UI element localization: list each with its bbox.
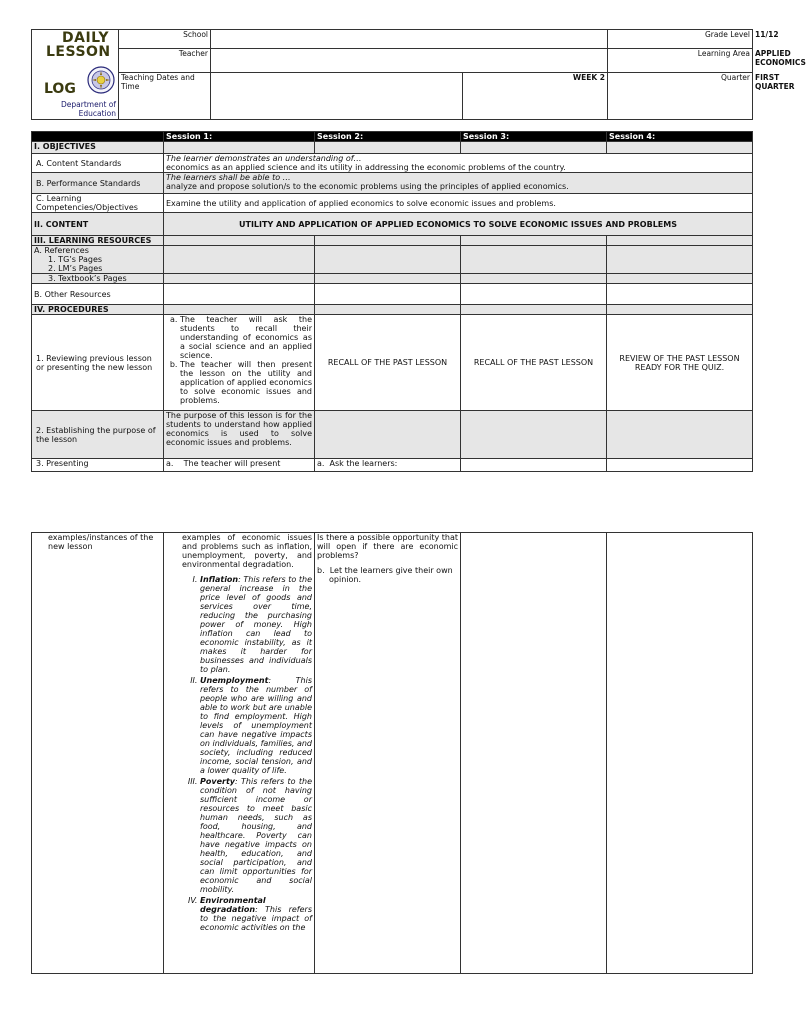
performance-standards-body: analyze and propose solution/s to the economic problems using the principles of applied economics. [166, 182, 569, 191]
presenting-label: 3. Presenting [32, 459, 164, 472]
purpose-label: 2. Establishing the purpose of the lesson [32, 411, 164, 459]
reviewing-label: 1. Reviewing previous lesson or presenting the new lesson [32, 315, 164, 411]
presenting-session-2-continued [315, 533, 461, 974]
teacher-field[interactable] [211, 49, 608, 73]
teacher-label: Teacher [119, 49, 211, 73]
content-standards-body: economics as an applied science and its utility in addressing the economic problems of the country. [166, 163, 566, 172]
economic-issues-intro: examples of economic issues and problems such as inflation, unemployment, poverty, and environmental degradation. [182, 533, 312, 569]
grade-level-label: Grade Level [608, 30, 753, 49]
dll-logo-block [32, 30, 119, 120]
reviewing-step-a: a. The teacher will ask the students to recall their understanding of economics as a social science and an applied science. [180, 315, 312, 360]
performance-standards-text [164, 173, 753, 194]
tg-pages-label: 1. TG’s Pages [48, 255, 103, 264]
school-field[interactable] [211, 30, 608, 49]
reviewing-session-4: REVIEW OF THE PAST LESSON READY FOR THE QUIZ. [607, 315, 753, 411]
title-daily: DAILY [62, 30, 110, 46]
reviewing-session-1 [164, 315, 315, 411]
issue-unemployment [200, 676, 312, 775]
deped-seal-icon [87, 66, 115, 94]
textbook-pages-label: 3. Textbook’s Pages [32, 274, 164, 284]
title-log: LOG [44, 81, 76, 97]
competencies-label: C. Learning Competencies/Objectives [32, 194, 164, 213]
opportunity-question: Is there a possible opportunity that will open if there are economic problems? [317, 533, 458, 560]
presenting-session-2-text: Ask the learners: [329, 459, 398, 468]
presenting-session-1-text: The teacher will present [183, 459, 281, 468]
content-standards-label: A. Content Standards [32, 154, 164, 173]
references-label: A. References [34, 246, 89, 255]
week-value: WEEK 2 [463, 73, 608, 120]
department-label: Department of Education [61, 100, 116, 118]
reviewing-session-2: RECALL OF THE PAST LESSON [315, 315, 461, 411]
presenting-session-1-continued [164, 533, 315, 974]
session-2-header: Session 2: [315, 132, 461, 142]
issue-inflation-term: Inflation [200, 575, 239, 584]
issue-environmental-degradation [200, 896, 312, 932]
learners-opinion-text: Let the learners give their own opinion. [329, 566, 453, 584]
performance-standards-intro: The learners shall be able to … [166, 173, 291, 182]
school-label: School [119, 30, 211, 49]
content-heading: II. CONTENT [32, 213, 164, 236]
presenting-label-continued: examples/instances of the new lesson [32, 533, 164, 974]
issue-inflation [200, 575, 312, 674]
learning-area-label: Learning Area [608, 49, 753, 73]
issue-environmental-term: Environmental degradation [200, 896, 266, 914]
content-standards-text [164, 154, 753, 173]
issue-poverty-text: : This refers to the condition of not having sufficient income or resources to meet basic human needs, such as food, housing, and healthcare. Poverty can have negative impacts on health, education, and social participation, and can limit opportunities for economic and social mobility. [200, 777, 312, 894]
lesson-log-table [31, 131, 753, 472]
issue-poverty-term: Poverty [200, 777, 235, 786]
economic-issues-list [182, 575, 312, 932]
presenting-session-1: a. The teacher will present [164, 459, 315, 472]
procedures-heading: IV. PROCEDURES [32, 305, 164, 315]
presenting-session-2: a. Ask the learners: [315, 459, 461, 472]
session-1-header: Session 1: [164, 132, 315, 142]
header-table: DAILY LESSON LOG Department of Education School Grade Level 11/12 Teacher Learning Area APPLIED ECONOMICS Teaching Dates and Time WEEK 2 Quarter FIRST QUARTER [31, 29, 753, 120]
content-standards-intro: The learner demonstrates an understanding of… [166, 154, 362, 163]
teaching-dates-label: Teaching Dates and Time [119, 73, 211, 120]
issue-environmental-text: : This refers to the negative impact of economic activities on the [200, 905, 312, 932]
issue-unemployment-text: : This refers to the number of people who are willing and able to work but are unable to find employment. High levels of unemployment can have negative impacts on individuals, families, and society, including reduced income, social tension, and a lower quality of life. [200, 676, 312, 775]
competencies-text: Examine the utility and application of applied economics to solve economic issues and problems. [164, 194, 753, 213]
performance-standards-label: B. Performance Standards [32, 173, 164, 194]
reviewing-session-3: RECALL OF THE PAST LESSON [461, 315, 607, 411]
quarter-label: Quarter [608, 73, 753, 120]
issue-unemployment-term: Unemployment [200, 676, 269, 685]
other-resources-label: B. Other Resources [32, 284, 164, 305]
purpose-session-1: The purpose of this lesson is for the students to understand how applied economics is used to solve economic issues and problems. [164, 411, 315, 459]
title-lesson: LESSON [46, 44, 111, 60]
issue-inflation-text: : This refers to the general increase in the price level of goods and services over time, reducing the purchasing power of money. High inflation can lead to economic instability, as it makes it harder for businesses and individuals to plan. [200, 575, 312, 674]
issue-poverty [200, 777, 312, 894]
teaching-dates-field[interactable] [211, 73, 463, 120]
objectives-heading: I. OBJECTIVES [32, 142, 164, 154]
reviewing-step-b: b. The teacher will then present the lesson on the utility and application of applied economics to solve economic issues and problems. [180, 360, 312, 405]
references-block [32, 246, 164, 274]
content-title: UTILITY AND APPLICATION OF APPLIED ECONOMICS TO SOLVE ECONOMIC ISSUES AND PROBLEMS [164, 213, 753, 236]
session-3-header: Session 3: [461, 132, 607, 142]
session-4-header: Session 4: [607, 132, 753, 142]
learners-opinion-step: b. Let the learners give their own opinion. [317, 566, 453, 584]
lesson-log-table-continued [31, 532, 753, 974]
learning-resources-heading: III. LEARNING RESOURCES [32, 236, 164, 246]
lm-pages-label: 2. LM’s Pages [48, 264, 103, 273]
